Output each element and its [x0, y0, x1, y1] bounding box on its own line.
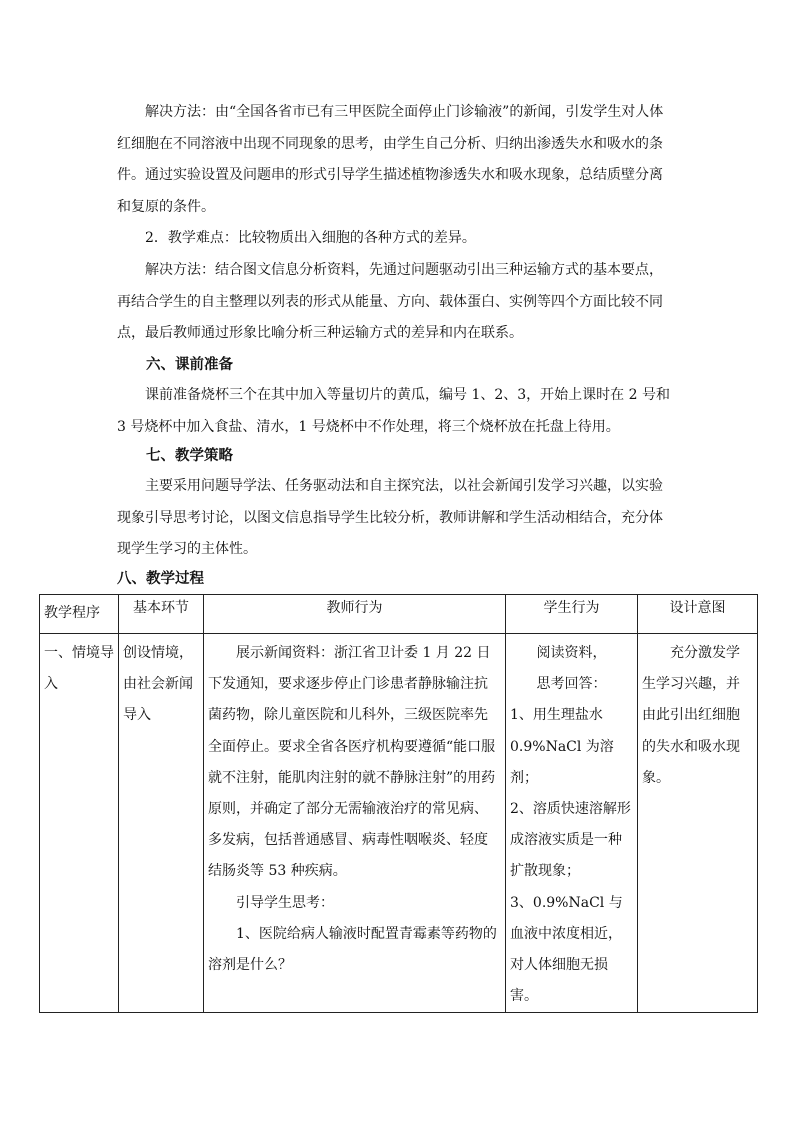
section-heading-strategy: 七、教学策略: [146, 447, 233, 464]
table-row: [40, 634, 758, 1013]
strategy-paragraph: 主要采用问题导学法、任务驱动法和自主探究法，以社会新闻引发学习兴趣，以实验现象引导思考讨论，以图文信息指导学生比较分析，教师讲解和学生活动相结合，充分体现学生学习的主体性。: [117, 478, 663, 557]
teaching-process-table: [39, 594, 758, 1013]
cell-intent: 充分激发学生学习兴趣，并由此引出红细胞的失水和吸水现象。: [638, 634, 758, 1013]
header-step: 基本环节: [119, 595, 204, 634]
header-student: 学生行为: [506, 595, 638, 634]
section-heading-process: 八、教学过程: [117, 570, 204, 587]
header-teacher: 教师行为: [204, 595, 506, 634]
table-header-row: [40, 595, 758, 634]
cell-teacher: 展示新闻资料：浙江省卫计委 1 月 22 日下发通知，要求逐步停止门诊患者静脉输注抗菌药物，除儿童医院和儿科外，三级医院率先全面停止。要求全省各医疗机构要遵循“能口服就不注射，能肌肉注射的就不静脉注射”的用药原则，并确定了部分无需输液治疗的常见病、多发病，包括普通感冒、病毒性咽喉炎、轻度结肠炎等 53 种疾病。 引导学生思考： 1、医院给病人输液时配置青霉素等药物的溶剂是什么？: [204, 634, 506, 1013]
cell-procedure: 一、情境导入: [40, 634, 119, 1013]
preparation-paragraph: 课前准备烧杯三个在其中加入等量切片的黄瓜，编号 1、2、3，开始上课时在 2 号和 3 号烧杯中加入食盐、清水，1 号烧杯中不作处理，将三个烧杯放在托盘上待用。: [117, 387, 670, 435]
solution-paragraph-2: 解决方法：结合图文信息分析资料，先通过问题驱动引出三种运输方式的基本要点，再结合学生的自主整理以列表的形式从能量、方向、载体蛋白、实例等四个方面比较不同点，最后教师通过形象比喻分析三种运输方式的差异和内在联系。: [117, 262, 663, 341]
cell-step: 创设情境，由社会新闻导入: [119, 634, 204, 1013]
header-intent: 设计意图: [638, 595, 758, 634]
header-procedure: 教学程序: [40, 595, 119, 634]
cell-student: 阅读资料， 思考回答： 1、用生理盐水 0.9%NaCl 为溶剂； 2、溶质快速溶解形成溶液实质是一种扩散现象； 3、0.9%NaCl 与血液中浓度相近，对人体细胞无损害。: [506, 634, 638, 1013]
section-heading-preparation: 六、课前准备: [146, 356, 233, 373]
teaching-difficulty-paragraph: 2．教学难点：比较物质出入细胞的各种方式的差异。: [145, 230, 476, 246]
solution-paragraph-1: 解决方法：由“全国各省市已有三甲医院全面停止门诊输液”的新闻，引发学生对人体红细胞在不同溶液中出现不同现象的思考，由学生自己分析、归纳出渗透失水和吸水的条件。通过实验设置及问题串的形式引导学生描述植物渗透失水和吸水现象，总结质壁分离和复原的条件。: [117, 104, 664, 215]
